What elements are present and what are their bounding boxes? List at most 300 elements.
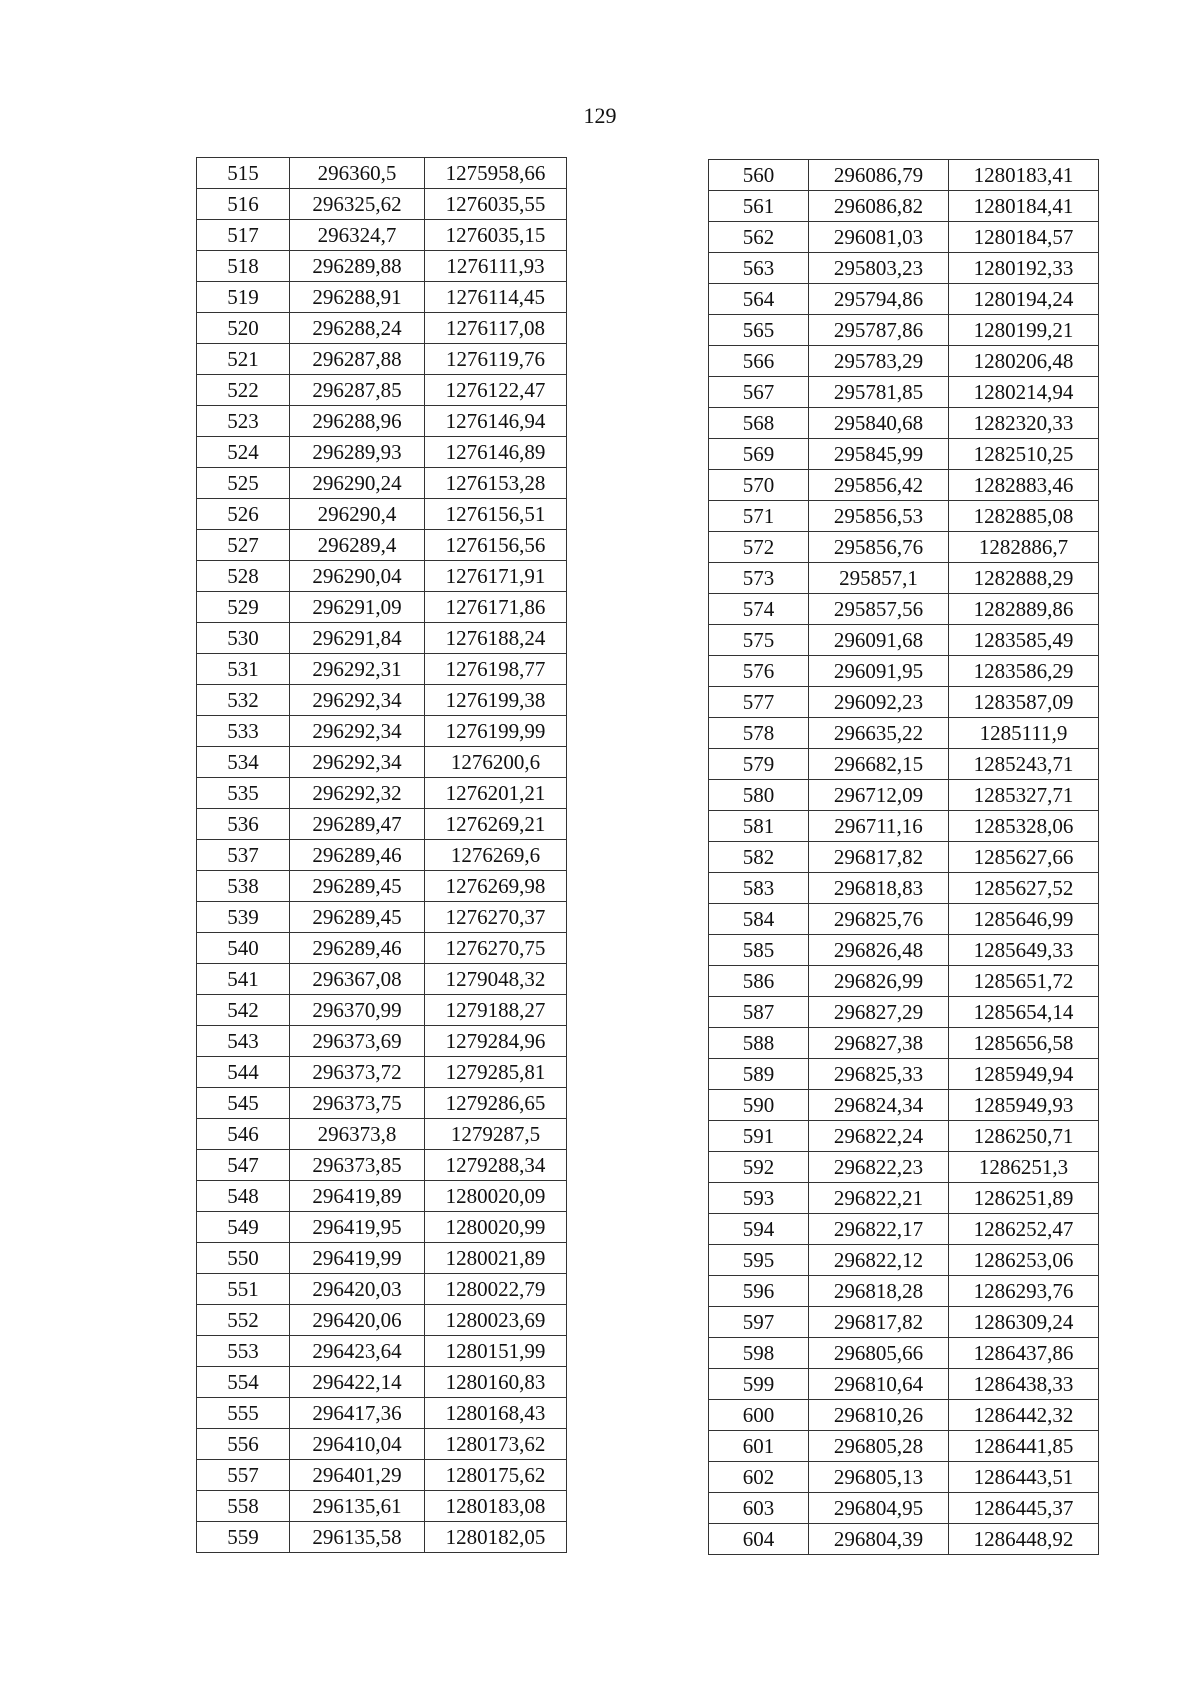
point-number-cell: 589 [709, 1059, 809, 1090]
table-row [197, 313, 567, 344]
x-coordinate-cell: 296367,08 [290, 964, 425, 995]
table-row [709, 377, 1099, 408]
table-row [709, 1152, 1099, 1183]
x-coordinate-cell: 296091,68 [809, 625, 949, 656]
table-row [197, 1150, 567, 1181]
x-coordinate-cell: 296682,15 [809, 749, 949, 780]
table-row [197, 1398, 567, 1429]
y-coordinate-cell: 1286251,89 [949, 1183, 1099, 1214]
y-coordinate-cell: 1285327,71 [949, 780, 1099, 811]
table-row [709, 594, 1099, 625]
x-coordinate-cell: 296712,09 [809, 780, 949, 811]
y-coordinate-cell: 1286438,33 [949, 1369, 1099, 1400]
x-coordinate-cell: 296805,66 [809, 1338, 949, 1369]
table-row [197, 530, 567, 561]
y-coordinate-cell: 1276188,24 [425, 623, 567, 654]
y-coordinate-cell: 1280183,41 [949, 160, 1099, 191]
y-coordinate-cell: 1286442,32 [949, 1400, 1099, 1431]
x-coordinate-cell: 296817,82 [809, 842, 949, 873]
table-row [709, 1307, 1099, 1338]
x-coordinate-cell: 296373,75 [290, 1088, 425, 1119]
x-coordinate-cell: 296290,24 [290, 468, 425, 499]
y-coordinate-cell: 1286251,3 [949, 1152, 1099, 1183]
point-number-cell: 600 [709, 1400, 809, 1431]
table-row [197, 871, 567, 902]
x-coordinate-cell: 296292,31 [290, 654, 425, 685]
y-coordinate-cell: 1285627,66 [949, 842, 1099, 873]
y-coordinate-cell: 1282320,33 [949, 408, 1099, 439]
point-number-cell: 584 [709, 904, 809, 935]
point-number-cell: 559 [197, 1522, 290, 1553]
y-coordinate-cell: 1282888,29 [949, 563, 1099, 594]
x-coordinate-cell: 296289,47 [290, 809, 425, 840]
point-number-cell: 588 [709, 1028, 809, 1059]
y-coordinate-cell: 1280183,08 [425, 1491, 567, 1522]
y-coordinate-cell: 1280023,69 [425, 1305, 567, 1336]
y-coordinate-cell: 1286437,86 [949, 1338, 1099, 1369]
table-row [197, 468, 567, 499]
table-row [709, 1090, 1099, 1121]
point-number-cell: 530 [197, 623, 290, 654]
table-row [197, 654, 567, 685]
x-coordinate-cell: 296092,23 [809, 687, 949, 718]
table-row [709, 1121, 1099, 1152]
table-row [709, 1059, 1099, 1090]
y-coordinate-cell: 1279188,27 [425, 995, 567, 1026]
point-number-cell: 552 [197, 1305, 290, 1336]
y-coordinate-cell: 1276156,51 [425, 499, 567, 530]
point-number-cell: 515 [197, 158, 290, 189]
point-number-cell: 537 [197, 840, 290, 871]
table-row [709, 1245, 1099, 1276]
x-coordinate-cell: 296822,23 [809, 1152, 949, 1183]
y-coordinate-cell: 1285328,06 [949, 811, 1099, 842]
y-coordinate-cell: 1280151,99 [425, 1336, 567, 1367]
table-row [709, 1276, 1099, 1307]
x-coordinate-cell: 296288,96 [290, 406, 425, 437]
x-coordinate-cell: 295857,1 [809, 563, 949, 594]
x-coordinate-cell: 296288,91 [290, 282, 425, 313]
table-row [709, 315, 1099, 346]
y-coordinate-cell: 1276119,76 [425, 344, 567, 375]
x-coordinate-cell: 296824,34 [809, 1090, 949, 1121]
table-row [197, 406, 567, 437]
y-coordinate-cell: 1280206,48 [949, 346, 1099, 377]
point-number-cell: 548 [197, 1181, 290, 1212]
table-row [197, 158, 567, 189]
table-row [197, 1274, 567, 1305]
point-number-cell: 601 [709, 1431, 809, 1462]
y-coordinate-cell: 1276122,47 [425, 375, 567, 406]
table-row [197, 778, 567, 809]
y-coordinate-cell: 1282886,7 [949, 532, 1099, 563]
point-number-cell: 528 [197, 561, 290, 592]
x-coordinate-cell: 296401,29 [290, 1460, 425, 1491]
y-coordinate-cell: 1276156,56 [425, 530, 567, 561]
x-coordinate-cell: 296292,34 [290, 716, 425, 747]
y-coordinate-cell: 1276269,6 [425, 840, 567, 871]
y-coordinate-cell: 1279048,32 [425, 964, 567, 995]
y-coordinate-cell: 1285949,94 [949, 1059, 1099, 1090]
point-number-cell: 593 [709, 1183, 809, 1214]
x-coordinate-cell: 296419,95 [290, 1212, 425, 1243]
x-coordinate-cell: 295781,85 [809, 377, 949, 408]
x-coordinate-cell: 296423,64 [290, 1336, 425, 1367]
y-coordinate-cell: 1283585,49 [949, 625, 1099, 656]
point-number-cell: 523 [197, 406, 290, 437]
table-row [197, 902, 567, 933]
table-row [197, 933, 567, 964]
y-coordinate-cell: 1285654,14 [949, 997, 1099, 1028]
y-coordinate-cell: 1285111,9 [949, 718, 1099, 749]
x-coordinate-cell: 296804,95 [809, 1493, 949, 1524]
point-number-cell: 516 [197, 189, 290, 220]
y-coordinate-cell: 1283587,09 [949, 687, 1099, 718]
y-coordinate-cell: 1279284,96 [425, 1026, 567, 1057]
table-body [709, 160, 1099, 1555]
y-coordinate-cell: 1280184,57 [949, 222, 1099, 253]
table-row [709, 439, 1099, 470]
table-row [197, 1367, 567, 1398]
point-number-cell: 577 [709, 687, 809, 718]
table-row [709, 346, 1099, 377]
y-coordinate-cell: 1282510,25 [949, 439, 1099, 470]
point-number-cell: 534 [197, 747, 290, 778]
point-number-cell: 579 [709, 749, 809, 780]
table-row [197, 561, 567, 592]
x-coordinate-cell: 296805,28 [809, 1431, 949, 1462]
y-coordinate-cell: 1279287,5 [425, 1119, 567, 1150]
point-number-cell: 524 [197, 437, 290, 468]
y-coordinate-cell: 1280020,09 [425, 1181, 567, 1212]
table-row [197, 1429, 567, 1460]
y-coordinate-cell: 1280021,89 [425, 1243, 567, 1274]
table-row [709, 1400, 1099, 1431]
point-number-cell: 573 [709, 563, 809, 594]
y-coordinate-cell: 1285656,58 [949, 1028, 1099, 1059]
point-number-cell: 599 [709, 1369, 809, 1400]
y-coordinate-cell: 1280214,94 [949, 377, 1099, 408]
table-row [197, 1336, 567, 1367]
table-row [197, 1243, 567, 1274]
y-coordinate-cell: 1276270,37 [425, 902, 567, 933]
y-coordinate-cell: 1285243,71 [949, 749, 1099, 780]
table-row [709, 625, 1099, 656]
point-number-cell: 569 [709, 439, 809, 470]
table-row [709, 780, 1099, 811]
point-number-cell: 535 [197, 778, 290, 809]
y-coordinate-cell: 1282889,86 [949, 594, 1099, 625]
y-coordinate-cell: 1285627,52 [949, 873, 1099, 904]
x-coordinate-cell: 296825,33 [809, 1059, 949, 1090]
point-number-cell: 582 [709, 842, 809, 873]
y-coordinate-cell: 1286293,76 [949, 1276, 1099, 1307]
x-coordinate-cell: 296818,28 [809, 1276, 949, 1307]
table-row [709, 408, 1099, 439]
table-row [709, 997, 1099, 1028]
point-number-cell: 574 [709, 594, 809, 625]
point-number-cell: 585 [709, 935, 809, 966]
table-row [709, 160, 1099, 191]
x-coordinate-cell: 296292,34 [290, 685, 425, 716]
point-number-cell: 562 [709, 222, 809, 253]
y-coordinate-cell: 1285646,99 [949, 904, 1099, 935]
point-number-cell: 580 [709, 780, 809, 811]
table-row [709, 253, 1099, 284]
table-row [197, 685, 567, 716]
table-row [197, 964, 567, 995]
x-coordinate-cell: 296291,09 [290, 592, 425, 623]
table-row [197, 716, 567, 747]
point-number-cell: 554 [197, 1367, 290, 1398]
point-number-cell: 525 [197, 468, 290, 499]
table-row [709, 687, 1099, 718]
y-coordinate-cell: 1276171,86 [425, 592, 567, 623]
table-row [709, 284, 1099, 315]
point-number-cell: 578 [709, 718, 809, 749]
x-coordinate-cell: 296287,88 [290, 344, 425, 375]
y-coordinate-cell: 1286443,51 [949, 1462, 1099, 1493]
coordinates-table-left [196, 157, 567, 1553]
x-coordinate-cell: 296826,48 [809, 935, 949, 966]
point-number-cell: 539 [197, 902, 290, 933]
x-coordinate-cell: 296635,22 [809, 718, 949, 749]
table-row [197, 1460, 567, 1491]
point-number-cell: 597 [709, 1307, 809, 1338]
table-row [197, 344, 567, 375]
table-row [709, 532, 1099, 563]
x-coordinate-cell: 296410,04 [290, 1429, 425, 1460]
x-coordinate-cell: 296135,61 [290, 1491, 425, 1522]
table-row [709, 1028, 1099, 1059]
y-coordinate-cell: 1276199,99 [425, 716, 567, 747]
x-coordinate-cell: 296086,79 [809, 160, 949, 191]
y-coordinate-cell: 1286441,85 [949, 1431, 1099, 1462]
table-row [197, 1181, 567, 1212]
y-coordinate-cell: 1286445,37 [949, 1493, 1099, 1524]
y-coordinate-cell: 1280182,05 [425, 1522, 567, 1553]
x-coordinate-cell: 296360,5 [290, 158, 425, 189]
table-row [709, 1431, 1099, 1462]
y-coordinate-cell: 1276269,98 [425, 871, 567, 902]
point-number-cell: 560 [709, 160, 809, 191]
point-number-cell: 544 [197, 1057, 290, 1088]
x-coordinate-cell: 296289,46 [290, 840, 425, 871]
x-coordinate-cell: 296292,34 [290, 747, 425, 778]
table-row [197, 809, 567, 840]
x-coordinate-cell: 296373,85 [290, 1150, 425, 1181]
x-coordinate-cell: 296288,24 [290, 313, 425, 344]
point-number-cell: 517 [197, 220, 290, 251]
point-number-cell: 526 [197, 499, 290, 530]
y-coordinate-cell: 1276198,77 [425, 654, 567, 685]
y-coordinate-cell: 1282885,08 [949, 501, 1099, 532]
table-row [709, 563, 1099, 594]
y-coordinate-cell: 1276269,21 [425, 809, 567, 840]
x-coordinate-cell: 296324,7 [290, 220, 425, 251]
y-coordinate-cell: 1283586,29 [949, 656, 1099, 687]
x-coordinate-cell: 296290,4 [290, 499, 425, 530]
y-coordinate-cell: 1286448,92 [949, 1524, 1099, 1555]
x-coordinate-cell: 296373,8 [290, 1119, 425, 1150]
x-coordinate-cell: 296417,36 [290, 1398, 425, 1429]
point-number-cell: 521 [197, 344, 290, 375]
x-coordinate-cell: 296822,24 [809, 1121, 949, 1152]
y-coordinate-cell: 1276035,55 [425, 189, 567, 220]
point-number-cell: 551 [197, 1274, 290, 1305]
y-coordinate-cell: 1276171,91 [425, 561, 567, 592]
table-row [197, 1088, 567, 1119]
x-coordinate-cell: 296825,76 [809, 904, 949, 935]
table-row [197, 623, 567, 654]
y-coordinate-cell: 1276146,94 [425, 406, 567, 437]
point-number-cell: 536 [197, 809, 290, 840]
y-coordinate-cell: 1280194,24 [949, 284, 1099, 315]
point-number-cell: 576 [709, 656, 809, 687]
table-row [197, 747, 567, 778]
y-coordinate-cell: 1280192,33 [949, 253, 1099, 284]
x-coordinate-cell: 295794,86 [809, 284, 949, 315]
x-coordinate-cell: 296422,14 [290, 1367, 425, 1398]
point-number-cell: 549 [197, 1212, 290, 1243]
x-coordinate-cell: 296822,17 [809, 1214, 949, 1245]
table-row [709, 935, 1099, 966]
point-number-cell: 550 [197, 1243, 290, 1274]
x-coordinate-cell: 296289,45 [290, 902, 425, 933]
y-coordinate-cell: 1276199,38 [425, 685, 567, 716]
point-number-cell: 570 [709, 470, 809, 501]
point-number-cell: 594 [709, 1214, 809, 1245]
point-number-cell: 565 [709, 315, 809, 346]
point-number-cell: 518 [197, 251, 290, 282]
point-number-cell: 561 [709, 191, 809, 222]
x-coordinate-cell: 295787,86 [809, 315, 949, 346]
table-row [709, 749, 1099, 780]
y-coordinate-cell: 1280020,99 [425, 1212, 567, 1243]
table-row [197, 1491, 567, 1522]
x-coordinate-cell: 295803,23 [809, 253, 949, 284]
point-number-cell: 555 [197, 1398, 290, 1429]
point-number-cell: 520 [197, 313, 290, 344]
point-number-cell: 531 [197, 654, 290, 685]
point-number-cell: 567 [709, 377, 809, 408]
x-coordinate-cell: 296289,45 [290, 871, 425, 902]
point-number-cell: 541 [197, 964, 290, 995]
table-row [197, 995, 567, 1026]
x-coordinate-cell: 296135,58 [290, 1522, 425, 1553]
point-number-cell: 546 [197, 1119, 290, 1150]
x-coordinate-cell: 296370,99 [290, 995, 425, 1026]
point-number-cell: 533 [197, 716, 290, 747]
point-number-cell: 566 [709, 346, 809, 377]
point-number-cell: 540 [197, 933, 290, 964]
point-number-cell: 586 [709, 966, 809, 997]
point-number-cell: 571 [709, 501, 809, 532]
point-number-cell: 545 [197, 1088, 290, 1119]
x-coordinate-cell: 296822,12 [809, 1245, 949, 1276]
y-coordinate-cell: 1280022,79 [425, 1274, 567, 1305]
y-coordinate-cell: 1285649,33 [949, 935, 1099, 966]
point-number-cell: 564 [709, 284, 809, 315]
table-row [197, 189, 567, 220]
table-row [197, 592, 567, 623]
x-coordinate-cell: 296420,03 [290, 1274, 425, 1305]
x-coordinate-cell: 296804,39 [809, 1524, 949, 1555]
table-row [197, 375, 567, 406]
table-row [709, 1183, 1099, 1214]
table-row [709, 1214, 1099, 1245]
table-row [709, 656, 1099, 687]
y-coordinate-cell: 1276117,08 [425, 313, 567, 344]
point-number-cell: 587 [709, 997, 809, 1028]
table-row [709, 904, 1099, 935]
x-coordinate-cell: 296290,04 [290, 561, 425, 592]
y-coordinate-cell: 1276114,45 [425, 282, 567, 313]
table-row [709, 1493, 1099, 1524]
point-number-cell: 604 [709, 1524, 809, 1555]
x-coordinate-cell: 296086,82 [809, 191, 949, 222]
x-coordinate-cell: 296325,62 [290, 189, 425, 220]
y-coordinate-cell: 1276201,21 [425, 778, 567, 809]
point-number-cell: 590 [709, 1090, 809, 1121]
x-coordinate-cell: 295783,29 [809, 346, 949, 377]
y-coordinate-cell: 1276153,28 [425, 468, 567, 499]
page-number: 129 [583, 103, 617, 128]
y-coordinate-cell: 1279288,34 [425, 1150, 567, 1181]
point-number-cell: 598 [709, 1338, 809, 1369]
table-row [197, 282, 567, 313]
table-row [197, 1212, 567, 1243]
y-coordinate-cell: 1285949,93 [949, 1090, 1099, 1121]
y-coordinate-cell: 1280184,41 [949, 191, 1099, 222]
table-row [709, 501, 1099, 532]
x-coordinate-cell: 296810,26 [809, 1400, 949, 1431]
table-row [197, 220, 567, 251]
x-coordinate-cell: 296810,64 [809, 1369, 949, 1400]
point-number-cell: 543 [197, 1026, 290, 1057]
y-coordinate-cell: 1280175,62 [425, 1460, 567, 1491]
y-coordinate-cell: 1276200,6 [425, 747, 567, 778]
y-coordinate-cell: 1280199,21 [949, 315, 1099, 346]
y-coordinate-cell: 1280168,43 [425, 1398, 567, 1429]
x-coordinate-cell: 296805,13 [809, 1462, 949, 1493]
y-coordinate-cell: 1286252,47 [949, 1214, 1099, 1245]
y-coordinate-cell: 1276035,15 [425, 220, 567, 251]
y-coordinate-cell: 1279285,81 [425, 1057, 567, 1088]
point-number-cell: 563 [709, 253, 809, 284]
table-row [709, 966, 1099, 997]
x-coordinate-cell: 295857,56 [809, 594, 949, 625]
x-coordinate-cell: 295856,42 [809, 470, 949, 501]
x-coordinate-cell: 296711,16 [809, 811, 949, 842]
point-number-cell: 529 [197, 592, 290, 623]
point-number-cell: 538 [197, 871, 290, 902]
y-coordinate-cell: 1280160,83 [425, 1367, 567, 1398]
y-coordinate-cell: 1285651,72 [949, 966, 1099, 997]
x-coordinate-cell: 296373,72 [290, 1057, 425, 1088]
y-coordinate-cell: 1282883,46 [949, 470, 1099, 501]
point-number-cell: 602 [709, 1462, 809, 1493]
y-coordinate-cell: 1275958,66 [425, 158, 567, 189]
point-number-cell: 575 [709, 625, 809, 656]
table-row [197, 1057, 567, 1088]
x-coordinate-cell: 296420,06 [290, 1305, 425, 1336]
point-number-cell: 527 [197, 530, 290, 561]
x-coordinate-cell: 296826,99 [809, 966, 949, 997]
table-row [709, 191, 1099, 222]
table-row [197, 840, 567, 871]
y-coordinate-cell: 1280173,62 [425, 1429, 567, 1460]
